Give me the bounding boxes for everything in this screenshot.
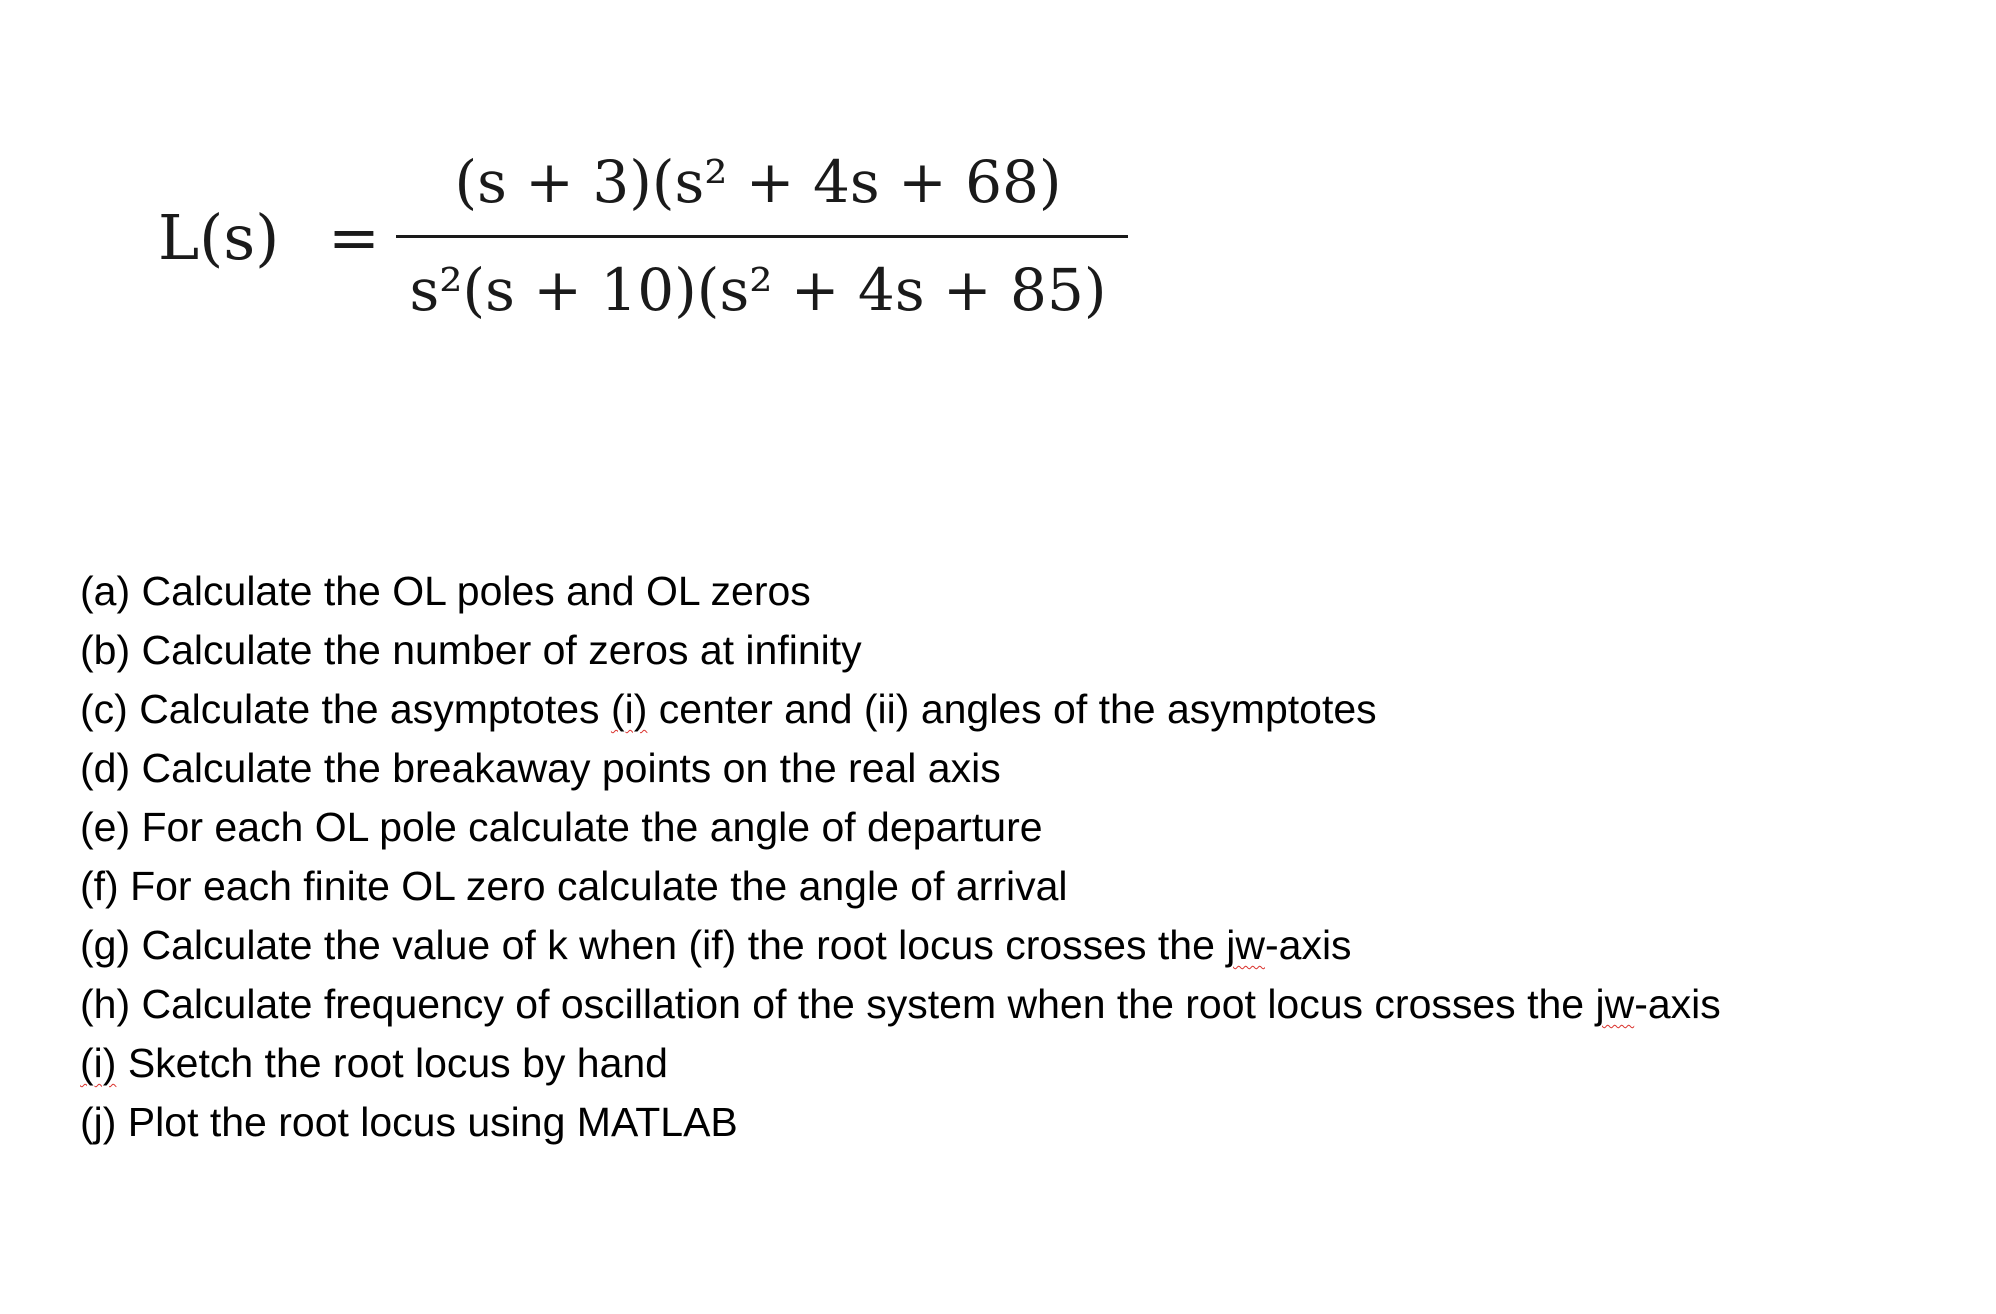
transfer-function-equation [158, 140, 1138, 350]
equation-numerator: (s + 3)(s² + 4s + 68) [454, 148, 1062, 216]
question-text-tail: Sketch the root locus by hand [116, 1040, 668, 1086]
equation-lhs: L(s) [158, 201, 280, 274]
question-c [80, 680, 1960, 739]
question-a [80, 562, 1960, 621]
spellcheck-flagged-word: jw [1226, 922, 1265, 968]
question-text: (f) For each finite OL zero calculate the angle of arrival [80, 863, 1068, 909]
fraction-bar [396, 235, 1128, 238]
question-text: (c) Calculate the asymptotes [80, 686, 611, 732]
question-f [80, 857, 1960, 916]
question-text: (j) Plot the root locus using MATLAB [80, 1099, 738, 1145]
question-list [80, 562, 1960, 1152]
question-text-tail: -axis [1634, 981, 1721, 1027]
question-text: (e) For each OL pole calculate the angle of departure [80, 804, 1043, 850]
question-j [80, 1093, 1960, 1152]
question-text-tail: center and (ii) angles of the asymptotes [647, 686, 1377, 732]
question-b [80, 621, 1960, 680]
question-text: (h) Calculate frequency of oscillation of the system when the root locus crosses the [80, 981, 1596, 1027]
question-g [80, 916, 1960, 975]
question-i [80, 1034, 1960, 1093]
spellcheck-flagged-word: jw [1595, 981, 1635, 1027]
question-text: (d) Calculate the breakaway points on the real axis [80, 745, 1001, 791]
question-e [80, 798, 1960, 857]
question-text-tail: -axis [1264, 922, 1352, 968]
spellcheck-flagged-word: (i) [610, 686, 648, 732]
question-h [80, 975, 1960, 1034]
question-text: (a) Calculate the OL poles and OL zeros [80, 568, 811, 614]
equation-fraction [388, 140, 1128, 350]
equals-sign: = [328, 201, 380, 274]
spellcheck-flagged-word: (i) [80, 1040, 117, 1086]
equation-denominator: s²(s + 10)(s² + 4s + 85) [409, 256, 1107, 324]
question-text: (g) Calculate the value of k when (if) the root locus crosses the [80, 922, 1227, 968]
question-d [80, 739, 1960, 798]
question-text: (b) Calculate the number of zeros at infinity [80, 627, 862, 673]
